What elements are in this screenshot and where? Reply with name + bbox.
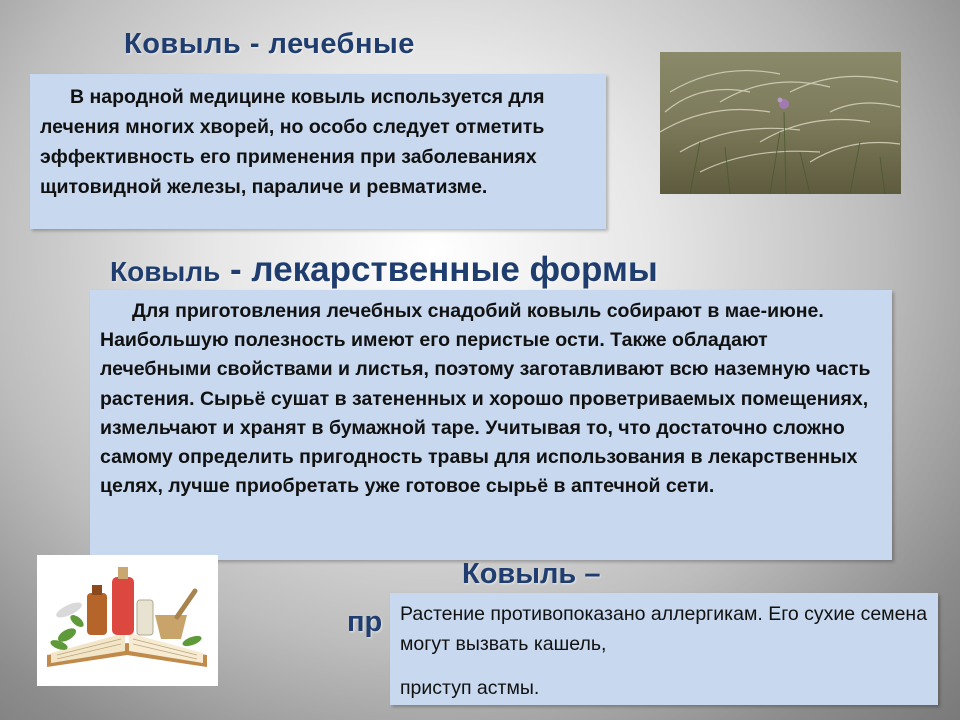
contraindications-text: Растение противопоказано аллергикам. Его сухие семена могут вызвать кашель,	[400, 603, 928, 655]
folk-medicine-text: В народной медицине ковыль используется для лечения многих хворей, но особо следует отметить эффективность его применения при заболеваниях щитовидной железы, параличе и ревматизме.	[40, 86, 545, 198]
heading-medicinal-forms	[110, 250, 658, 290]
heading-contraindications: Ковыль –	[462, 558, 601, 590]
feather-grass-image	[660, 52, 901, 194]
contraindications-text-end: приступ астмы.	[400, 677, 540, 699]
preparation-text: Для приготовления лечебных снадобий ковыль собирают в мае-июне. Наибольшую полезность имеют его перистые ости. Также обладают лечебными свойствами и листья, поэтому заготавливают всю наземную часть растения. Сырьё сушат в затененных и хорошо проветриваемых помещениях, измельчают и хранят в бумажной таре. Учитывая то, что достаточно сложно самому определить пригодность травы для использования в лекарственных целях, лучше приобретать уже готовое сырьё в аптечной сети.	[100, 300, 871, 498]
heading-medicinal: Ковыль - лечебные	[124, 28, 415, 60]
feather-grass-photo	[660, 52, 901, 194]
remedies-image	[37, 555, 218, 686]
text-box-folk-medicine	[30, 74, 606, 229]
herbal-remedies-illustration	[37, 555, 218, 686]
text-box-contraindications	[390, 593, 938, 705]
heading-contraindications-line2: пр	[347, 606, 383, 638]
text-box-preparation	[90, 290, 892, 560]
heading-main: - лекарственные формы	[220, 250, 658, 289]
heading-prefix: Ковыль	[110, 256, 221, 287]
